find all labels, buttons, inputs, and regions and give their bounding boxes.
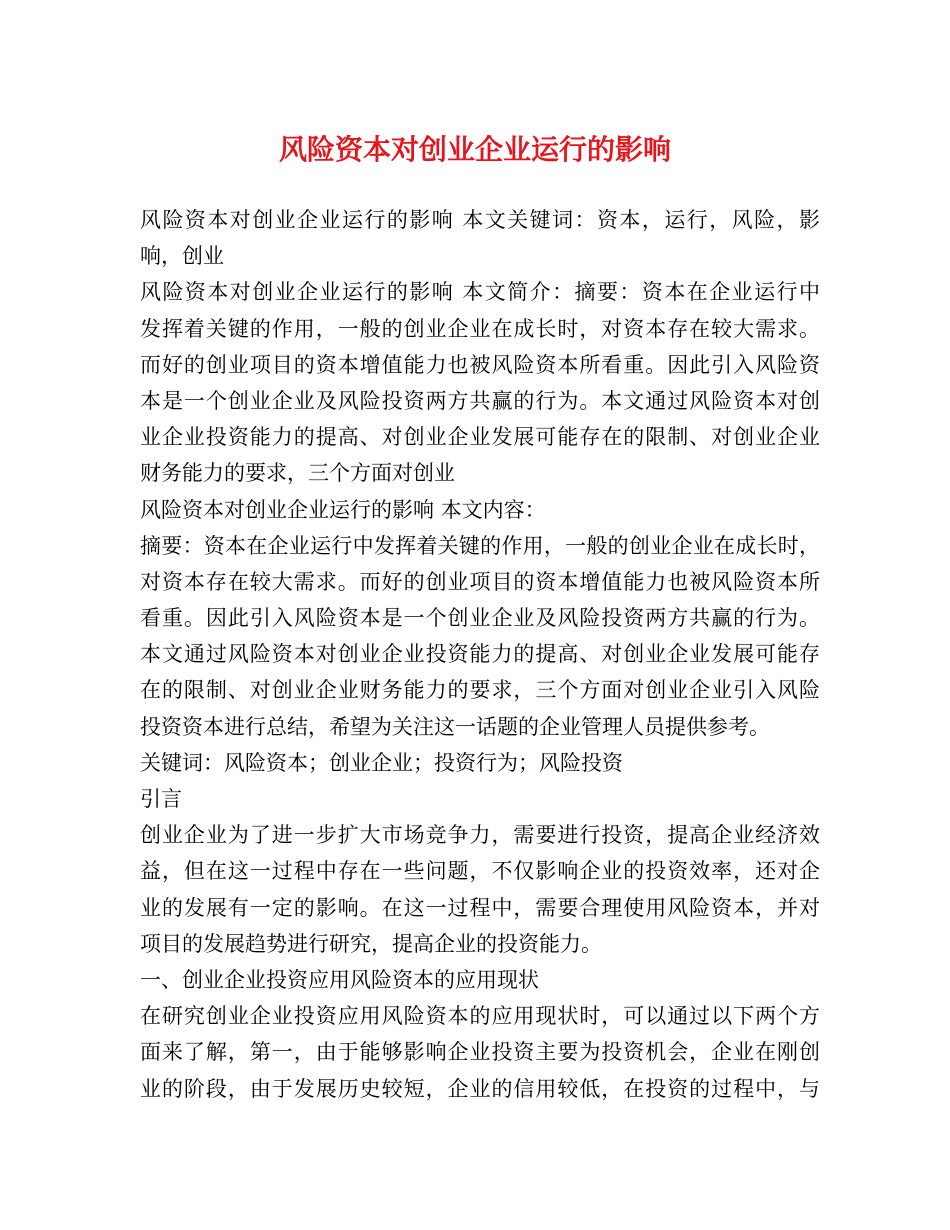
text-line: 投资资本进行总结，希望为关注这一话题的企业管理人员提供参考。: [140, 714, 770, 739]
text-line: 财务能力的要求，三个方面对创业: [140, 461, 455, 486]
text-line: 业的发展有一定的影响。在这一过程中，需要合理使用风险资本，并对: [140, 895, 820, 920]
text-line: 看重。因此引入风险资本是一个创业企业及风险投资两方共赢的行为。: [140, 606, 820, 631]
text-line: 风险资本对创业企业运行的影响 本文简介：摘要：资本在企业运行中: [140, 280, 820, 305]
text-line: 业企业投资能力的提高、对创业企业发展可能存在的限制、对创业企业: [140, 425, 820, 450]
text-line: 关键词：风险资本；创业企业；投资行为；风险投资: [140, 750, 623, 775]
text-line: 风险资本对创业企业运行的影响 本文内容：: [140, 497, 546, 522]
document-body: [140, 202, 820, 1107]
text-line: 面来了解，第一，由于能够影响企业投资主要为投资机会，企业在刚创: [140, 1040, 820, 1065]
text-line: 在研究创业企业投资应用风险资本的应用现状时，可以通过以下两个方: [140, 1004, 820, 1029]
text-line: 业的阶段，由于发展历史较短，企业的信用较低，在投资的过程中，与: [140, 1076, 820, 1101]
text-line: 本是一个创业企业及风险投资两方共赢的行为。本文通过风险资本对创: [140, 388, 820, 413]
text-line: 项目的发展趋势进行研究，提高企业的投资能力。: [140, 931, 602, 956]
text-line: 摘要：资本在企业运行中发挥着关键的作用，一般的创业企业在成长时，: [140, 533, 820, 558]
text-line: 对资本存在较大需求。而好的创业项目的资本增值能力也被风险资本所: [140, 569, 820, 594]
text-line: 响，创业: [140, 244, 224, 269]
text-line: 发挥着关键的作用，一般的创业企业在成长时，对资本存在较大需求。: [140, 316, 820, 341]
text-line: 风险资本对创业企业运行的影响 本文关键词：资本，运行，风险，影: [140, 208, 820, 232]
document-title: 风险资本对创业企业运行的影响: [278, 133, 671, 166]
text-line: 本文通过风险资本对创业企业投资能力的提高、对创业企业发展可能存: [140, 642, 820, 667]
text-line: 创业企业为了进一步扩大市场竞争力，需要进行投资，提高企业经济效: [140, 823, 820, 848]
text-line: 在的限制、对创业企业财务能力的要求，三个方面对创业企业引入风险: [140, 678, 820, 703]
text-line: 益，但在这一过程中存在一些问题，不仅影响企业的投资效率，还对企: [140, 859, 820, 884]
text-line: 一、创业企业投资应用风险资本的应用现状: [140, 967, 539, 992]
text-line: 而好的创业项目的资本增值能力也被风险资本所看重。因此引入风险资: [140, 352, 820, 377]
text-line: 引言: [140, 787, 182, 811]
